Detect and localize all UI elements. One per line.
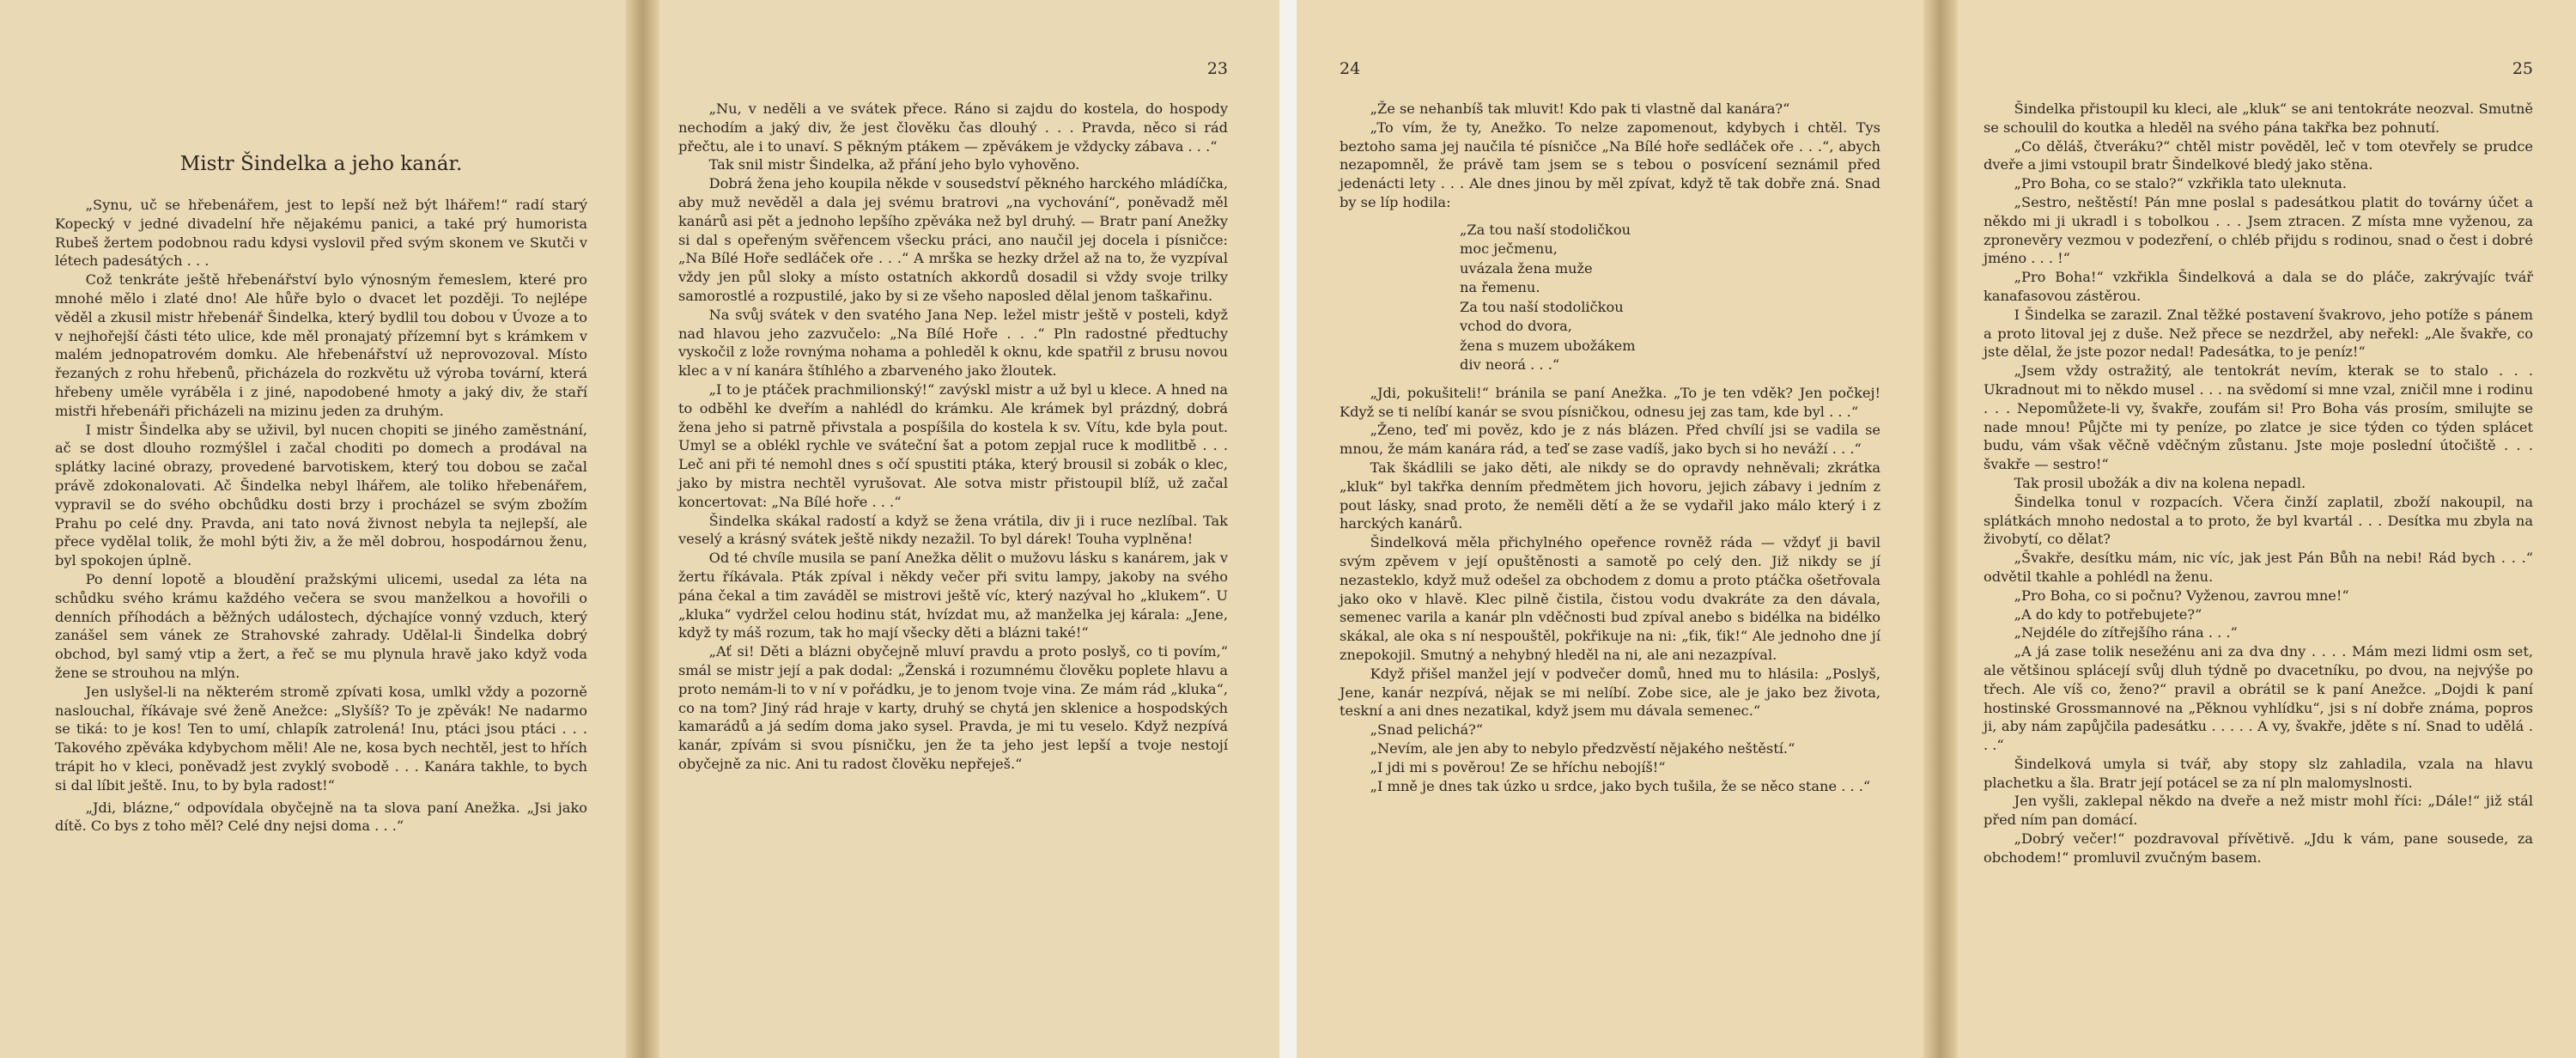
verse-line: „Za tou naší stodoličkou <box>1460 221 1631 238</box>
verse-line: Za tou naší stodoličkou <box>1460 298 1624 315</box>
paragraph: „Sestro, neštěstí! Pán mne poslal s padesátkou platit do továrny účet a někdo mi ji ukradl i s tobolkou . . . Jsem ztracen. Z místa mne vyženou, za zpronevěry vezmou v podezření, o chléb přijdu s rodinou, snad o čest i dobré jméno . . . !“ <box>1984 193 2533 267</box>
paragraph: „Nu, v neděli a ve svátek přece. Ráno si zajdu do kostela, do hospody nechodím a jaký div, že jest člověku čas dlouhý . . . Pravda, něco si rád přečtu, ale i to unaví. S pěkným ptákem — zpěvákem je vždycky zábava . . .“ <box>678 100 1228 155</box>
paragraph: „Jdi, blázne,“ odpovídala obyčejně na ta slova paní Anežka. „Jsi jako dítě. Co bys z toho měl? Celé dny nejsi doma . . .“ <box>55 799 587 835</box>
paragraph: Šindelková měla přichylného opeřence rovněž ráda — vždyť ji bavil svým zpěvem v její opuštěnosti a samotě po celý den. Již nikdy se jí nezasteklo, když muž odešel za obchodem z domu a proto ptáčka ošetřovala jako oko v hlavě. Klec pilně čistila, čistou vodu dvakráte za den dávala, semenec varila a kanár pln vděčnosti bud zpíval anebo s bidélka na bidélko skákal, ale oka s ní nespouštěl, pokřikuje na ni: „ťik, ťik!“ Ale jednoho dne jí znepokojil. Smutný a nehybný hleděl na ni, ale ani nezazpíval. <box>1340 534 1880 663</box>
page-22 <box>55 0 587 1058</box>
verse-line: vchod do dvora, <box>1460 318 1572 335</box>
paragraph: „Pro Boha, co se stalo?“ vzkřikla tato uleknuta. <box>2014 175 2347 192</box>
paragraph: Šindelka přistoupil ku kleci, ale „kluk“ se ani tentokráte neozval. Smutně se schoulil do koutka a hleděl na svého pána takřka bez pohnutí. <box>1984 100 2533 136</box>
paragraph: „Švakře, desítku mám, nic víc, jak jest Pán Bůh na nebi! Rád bych . . .“ odvětil tkahle a pohlédl na ženu. <box>1984 550 2533 585</box>
paragraph: Když přišel manžel její v podvečer domů, hned mu to hlásila: „Poslyš, Jene, kanár nezpívá, nějak se mi nelíbí. Zobe sice, ale je jako bez života, teskní a ani dnes nezatikal, když jsem mu dávala semenec.“ <box>1340 665 1880 720</box>
paragraph: „Co děláš, čtveráku?“ chtěl mistr pověděl, leč v tom otevřely se prudce dveře a jimi vstoupil bratr Šindelkové bledý jako stěna. <box>1984 137 2533 173</box>
paragraph: Tak prosil ubožák a div na kolena nepadl. <box>2014 474 2306 491</box>
paragraph: „To vím, že ty, Anežko. To nelze zapomenout, kdybych i chtěl. Tys beztoho sama jej naučila té písničce „Na Bílé hoře sedláček oře . . .“, abych nezapomněl, že právě tam jsem se s tebou o posvícení seznámil před jedenácti lety . . . Ale dnes jinou by měl zpívat, když tě tak dobře zná. Snad by se líp hodila: <box>1340 119 1880 210</box>
story-title: Mistr Šindelka a jeho kanár. <box>179 153 463 175</box>
page-number: 25 <box>2512 59 2533 78</box>
verse-line: div neorá . . .“ <box>1460 356 1560 374</box>
paragraph: Od té chvíle musila se paní Anežka dělit o mužovu lásku s kanárem, jak v žertu říkávala. Pták zpíval i někdy večer při svitu lampy, jakoby na svého pána čekal a tim zaváděl se mistrovi ještě víc, který nazýval ho „klukem“. U „kluka“ vydržel celou hodinu stát, hvízdat mu, až manželka jej kárala: „Jene, když ty máš rozum, tak ho mají všecky děti a blázni také!“ <box>678 550 1228 641</box>
paragraph: „Ženo, teď mi pověz, kdo je z nás blázen. Před chvílí jsi se vadila se mnou, že mám kanára rád, a teď se zase vadíš, jako bych si ho neváží . . .“ <box>1340 422 1880 458</box>
verse-line: žena s muzem ubožákem <box>1460 337 1636 354</box>
paragraph: „Nejdéle do zítřejšího rána . . .“ <box>2014 624 2238 641</box>
page-24 <box>1340 0 1880 1058</box>
paragraph: Šindelka tonul v rozpacích. Včera činží zaplatil, zboží nakoupil, na splátkách mnoho nedostal a to proto, že byl kvartál . . . Desítka mu zbyla na živobytí, co dělat? <box>1984 493 2533 548</box>
page-number: 23 <box>1206 59 1228 78</box>
paragraph: „Že se nehanbíš tak mluvit! Kdo pak ti vlastně dal kanára?“ <box>1370 100 1790 117</box>
paragraph: Tak škádlili se jako děti, ale nikdy se do opravdy nehněvali; zkrátka „kluk“ byl takřka denním předmětem jich hovoru, jejich zábavy i jedním z pout lásky, snad proto, že neměli dětí a že se vydařil jako málo který i z harckých kanárů. <box>1340 459 1880 532</box>
paragraph: „Nevím, ale jen aby to nebylo předzvěstí nějakého neštěstí.“ <box>1370 739 1795 757</box>
paragraph: „Pro Boha!“ vzkřikla Šindelková a dala se do pláče, zakrývajíc tvář kanafasovou zástěrou. <box>1984 269 2533 304</box>
paragraph: „A do kdy to potřebujete?“ <box>2014 605 2202 623</box>
spread-separator <box>1279 0 1297 1058</box>
paragraph: Šindelka skákal radostí a když se žena vrátila, div ji i ruce nezlíbal. Tak veselý a krásný svátek ještě nikdy nezažil. To byl dárek! Touha vyplněna! <box>678 512 1228 548</box>
paragraph: Jen vyšli, zaklepal někdo na dveře a než mistr mohl říci: „Dále!“ již stál před ním pan domácí. <box>1984 793 2533 829</box>
verse-line: na řemenu. <box>1460 279 1540 296</box>
paragraph: „Jdi, pokušiteli!“ bránila se paní Anežka. „To je ten vděk? Jen počkej! Když se ti nelíbí kanár se svou písničkou, odnesu jej zas tam, kde byl . . .“ <box>1340 384 1880 420</box>
paragraph: „A já zase tolik nesežénu ani za dva dny . . . . Mám mezi lidmi osm set, ale většinou splácejí svůj dluh týdně po dvacetníku, po dvou, na nejvýše po třech. Ale víš co, ženo?“ pravil a obrátil se k paní Anežce. „Dojdi k paní hostinské Grossmannové na „Pěknou vyhlídku“, jsi s ní dobře známa, popros ji, aby nám zapůjčila padesátku . . . . . A vy, švakře, jděte s ní. Snad to udělá . . .“ <box>1984 643 2533 754</box>
paragraph: „I jdi mi s pověrou! Ze se hříchu nebojíš!“ <box>1370 758 1666 775</box>
paragraph: „Jsem vždy ostražitý, ale tentokrát nevím, kterak se to stalo . . . Ukradnout mi to někdo musel . . . na svědomí si mne vzal, zničil mne i rodinu . . . Nepomůžete-li vy, švakře, zoufám si! Pro Boha vás prosím, smilujte se nade mnou! Půjčte mi ty peníze, po zlatce je sice týden co týden splácet budu, vám však věčně vděčným zůstanu. Jste moje poslední útočiště . . . švakře — sestro!“ <box>1984 362 2533 473</box>
book-gutter <box>1923 0 1958 1058</box>
paragraph: I mistr Šindelka aby se uživil, byl nucen chopiti se jiného zaměstnání, ač se dost dlouho rozmýšlel i začal choditi po domech a prodával na splátky laciné obrazy, provedené barvotiskem, který tou dobou se začal právě zdokonalovati. Ač Šindelka nebyl lhářem, ale toliko hřebenářem, vypravil se do svého obchůdku dosti brzy i procházel se svým zbožím Prahu po celé dny. Pravda, ani tato nová živnost nebyla ta nejlepší, ale přece vydělal tolik, že mohl býti živ, a že měl dobrou, hospodárnou ženu, byl spokojen úplně. <box>55 421 587 569</box>
paragraph: Na svůj svátek v den svatého Jana Nep. ležel mistr ještě v posteli, když nad hlavou jeho zazvučelo: „Na Bílé Hoře . . .“ Pln radostné předtuchy vyskočil z lože rovnýma nohama a pohleděl k oknu, kde spatřil z brusu novou klec a v ní kanára štíhlého a zbarveného jako žloutek. <box>678 306 1228 380</box>
page-number: 24 <box>1340 59 1361 78</box>
page-25 <box>1984 0 2533 1058</box>
book-gutter <box>625 0 659 1058</box>
paragraph: Tak snil mistr Šindelka, až přání jeho bylo vyhověno. <box>708 156 1080 173</box>
paragraph: „Ať si! Děti a blázni obyčejně mluví pravdu a proto poslyš, co ti povím,“ smál se mistr její a pak dodal: „Ženská i rozumnému člověku poplete hlavu a proto nemám-li to v ní v pořádku, je to jenom tvoje vina. Ze mám rád „kluka“, co na tom? Jiný rád hraje v karty, druhý se chytá jen sklenice a hospodských kamarádů a já sedím doma jako sysel. Pravda, je mi tu veselo. Když nezpívá kanár, zpívám si svou písničku, jen že ta jeho jest lepší a tvoje nestojí obyčejně za nic. Ani tu radost člověku nepřeješ.“ <box>678 643 1228 772</box>
book-spread-right <box>1297 0 2576 1058</box>
verse-line: uvázala žena muže <box>1460 259 1593 277</box>
page-23 <box>678 0 1228 1058</box>
paragraph: „Pro Boha, co si počnu? Vyženou, zavrou mne!“ <box>2014 587 2349 604</box>
paragraph: „I mně je dnes tak úzko u srdce, jako bych tušila, že se něco stane . . .“ <box>1370 777 1871 794</box>
paragraph: Šindelková umyla si tvář, aby stopy slz zahladila, vzala na hlavu plachetku a šla. Bratr její potácel se za ní pln malomyslnosti. <box>1984 755 2533 791</box>
paragraph: Což tenkráte ještě hřebenářství bylo výnosným řemeslem, které pro mnohé mělo i zlaté dno! Ale hůře bylo o dvacet let později. To nejlépe věděl a zkusil mistr hřebenář Šindelka, který bydlil tou dobou v Úvoze a to v nejhořejší části této ulice, kde měl pronajatý přízemní byt s krámkem v malém jednopatrovém domku. Ale hřebenářství už neprovozoval. Místo řezaných z rohu hřebenů, přicházela do rozkvětu už výroba tovární, která hřebeny uměle vyráběla i z jiné, napodobené hmoty a jaký div, že staří mistři hřebenáři přicházeli na mizinu jeden za druhým. <box>55 271 587 419</box>
song-verse <box>1460 221 1880 375</box>
paragraph: „Snad pelichá?“ <box>1370 721 1484 739</box>
paragraph: Jen uslyšel-li na některém stromě zpívati kosa, umlkl vždy a pozorně naslouchal, říkávaje své ženě Anežce: „Slyšíš? To je zpěvák! Ne nadarmo se tiká: to je kos! Ten to umí, chlapík zatrolená! Inu, ptáci jsou ptáci . . . Takového zpěváka kdybychom měli! Ale ne, kosa bych nechtěl, jest to hřích trápit ho v kleci, poněvadž jest zvyklý svobodě . . . Kanára takhle, to bych si dal líbit ještě. Inu, to by byla radost!“ <box>55 683 587 794</box>
paragraph: „I to je ptáček prachmilionský!“ zavýskl mistr a už byl u klece. A hned na to odběhl ke dveřím a nahlédl do krámku. Ale krámek byl prázdný, dobrá žena jeho si patrně přivstala a pospíšila do kostela k sv. Vítu, kde byla pout. Umyl se a oblékl rychle ve sváteční šat a potom zepjal ruce k modlitbě . . . Leč ani při té nemohl dnes s očí spustiti ptáka, který brousil si zobák o klec, jako by mistra nechtěl vyrušovat. Ale sotva mistr přistoupil blíž, už začal koncertovat: „Na Bílé hoře . . .“ <box>678 380 1228 510</box>
verse-line: moc ječmenu, <box>1460 240 1558 258</box>
paragraph: „Synu, uč se hřebenářem, jest to lepší než být lhářem!“ radí starý Kopecký v jedné divadelní hře nějakému panici, a také prý humorista Rubeš žertem podobnou radu kdysi vyslovil před svým skonem ve Skutči v létech padesátých . . . <box>55 197 587 270</box>
paragraph: „Dobrý večer!“ pozdravoval přívětivě. „Jdu k vám, pane sousede, za obchodem!“ promluvil zvučným basem. <box>1984 830 2533 866</box>
paragraph: Po denní lopotě a bloudění pražskými ulicemi, usedal za léta na schůdku svého krámu každého večera se svou manželkou a hovořili o denních příhodách a běžných událostech, dýchajíce vonný vzduch, který zanášel sem vánek ze Strahovské zahrady. Udělal-li Šindelka dobrý obchod, byl samý vtip a žert, a řeč se mu plynula hravě jako když voda žene se strouhou na mlýn. <box>55 570 587 681</box>
book-spread-left <box>0 0 1279 1058</box>
paragraph: I Šindelka se zarazil. Znal těžké postavení švakrovo, jeho potíže s pánem a proto litoval jej z duše. Než přece se nezdržel, aby neřekl: „Ale švakře, co jste dělal, že jste pozor nedal! Padesátka, to je peníz!“ <box>1984 306 2533 361</box>
paragraph: Dobrá žena jeho koupila někde v sousedství pěkného harckého mládíčka, aby muž nevěděl a dala jej svému bratrovi „na vychování“, poněvadž měl kanárů asi pět a jednoho lepšího zpěváka než byl druhý. — Bratr paní Anežky si dal s opeřeným svěřencem všecku práci, ano naučil jej docela i písničce: „Na Bílé Hoře sedláček oře . . .“ A mrška se hezky držel až na to, že vyzpíval vždy jen půl sloky a místo ostatních akkordů dosadil si vždy svoje trilky samorostlé a rozpustilé, jako by si ze všeho naposled dělal jenom taškařinu. <box>678 175 1228 304</box>
